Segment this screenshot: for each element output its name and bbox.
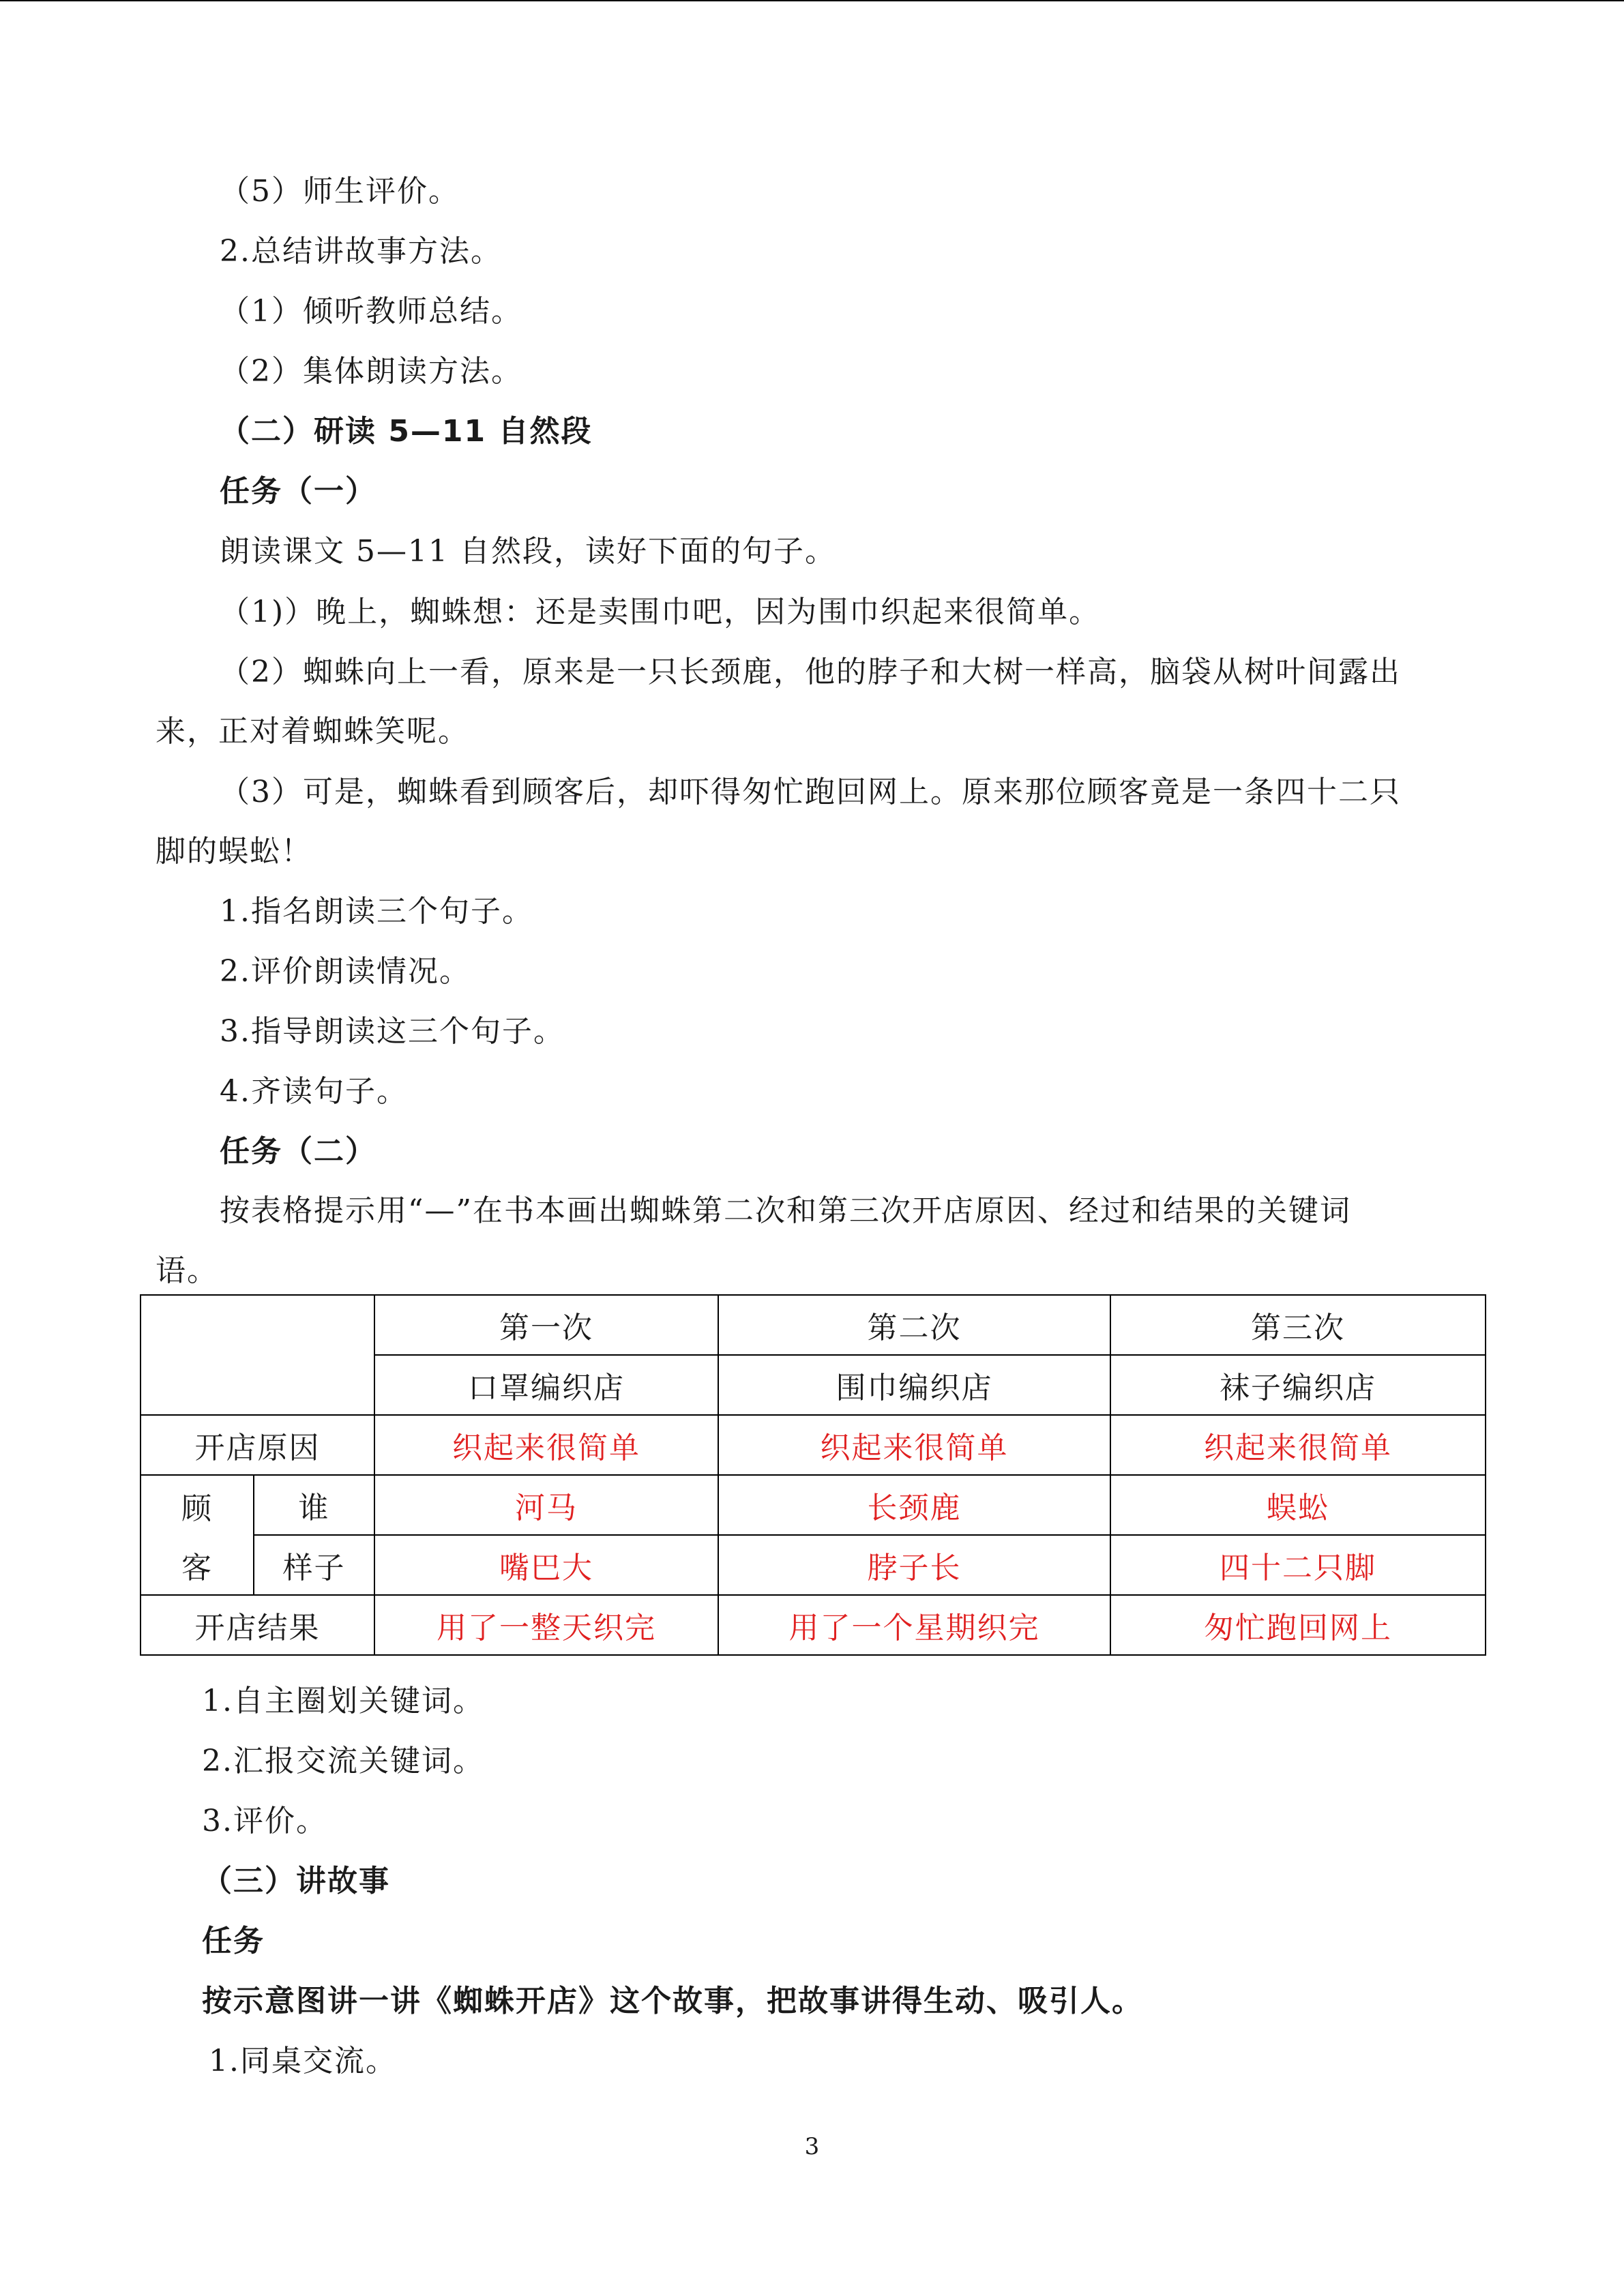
task-instruction: 按示意图讲一讲《蜘蛛开店》这个故事，把故事讲得生动、吸引人。 [202, 1984, 1143, 2018]
text-line: 语。 [156, 1253, 218, 1288]
shop-name: 袜子编织店 [1110, 1355, 1486, 1415]
row-label: 开店结果 [141, 1595, 374, 1655]
answer-cell: 用了一整天织完 [374, 1595, 718, 1655]
task-heading: 任务 [202, 1924, 265, 1958]
shop-name: 围巾编织店 [718, 1355, 1110, 1415]
key-words-table [140, 1294, 1486, 1656]
text-line: 3.评价。 [202, 1804, 327, 1838]
row-label: 样子 [254, 1535, 374, 1595]
text-line: （5）师生评价。 [220, 174, 460, 209]
answer-cell: 织起来很简单 [718, 1415, 1110, 1475]
answer-cell: 蜈蚣 [1110, 1475, 1486, 1535]
answer-cell: 嘴巴大 [374, 1535, 718, 1595]
text-line: 4.齐读句子。 [220, 1074, 408, 1109]
shop-name: 口罩编织店 [374, 1355, 718, 1415]
text-line: 朗读课文 5—11 自然段，读好下面的句子。 [220, 534, 836, 569]
text-line: 3.指导朗读这三个句子。 [220, 1014, 565, 1049]
row-label: 客 [141, 1535, 254, 1595]
text-line: （2）蜘蛛向上一看，原来是一只长颈鹿，他的脖子和大树一样高，脑袋从树叶间露出 [220, 655, 1401, 689]
text-line: 脚的蜈蚣！ [156, 834, 312, 869]
text-line: 按表格提示用“—”在书本画出蜘蛛第二次和第三次开店原因、经过和结果的关键词 [220, 1193, 1351, 1228]
text-line: 1.指名朗读三个句子。 [220, 894, 533, 929]
section-heading: （三）讲故事 [202, 1864, 390, 1898]
text-line: （2）集体朗读方法。 [220, 354, 522, 389]
answer-cell: 四十二只脚 [1110, 1535, 1486, 1595]
top-rule [0, 0, 1624, 1]
text-line: （3）可是，蜘蛛看到顾客后，却吓得匆忙跑回网上。原来那位顾客竟是一条四十二只 [220, 775, 1401, 809]
text-line: 1.自主圈划关键词。 [202, 1684, 484, 1718]
table-header: 第二次 [718, 1295, 1110, 1355]
answer-cell: 长颈鹿 [718, 1475, 1110, 1535]
section-heading: （二）研读 5—11 自然段 [220, 414, 593, 449]
table-header: 第一次 [374, 1295, 718, 1355]
text-line: 2.评价朗读情况。 [220, 954, 471, 989]
answer-cell: 织起来很简单 [374, 1415, 718, 1475]
text-line: 2.总结讲故事方法。 [220, 234, 502, 269]
table-corner-cell [141, 1295, 374, 1415]
task-heading: 任务（一） [220, 474, 377, 509]
task-heading: 任务（二） [220, 1134, 377, 1169]
text-line: （1）倾听教师总结。 [220, 294, 522, 329]
row-label: 谁 [254, 1475, 374, 1535]
text-line: 1.同桌交流。 [209, 2044, 397, 2078]
text-line: 2.汇报交流关键词。 [202, 1744, 484, 1778]
answer-cell: 织起来很简单 [1110, 1415, 1486, 1475]
text-line: 来，正对着蜘蛛笑呢。 [156, 714, 469, 749]
answer-cell: 用了一个星期织完 [718, 1595, 1110, 1655]
answer-cell: 匆忙跑回网上 [1110, 1595, 1486, 1655]
row-label: 开店原因 [141, 1415, 374, 1475]
answer-cell: 河马 [374, 1475, 718, 1535]
row-label: 顾 [141, 1475, 254, 1535]
answer-cell: 脖子长 [718, 1535, 1110, 1595]
text-line: （1)）晚上，蜘蛛想：还是卖围巾吧，因为围巾织起来很简单。 [220, 595, 1101, 629]
page-number: 3 [804, 2133, 820, 2160]
table-header: 第三次 [1110, 1295, 1486, 1355]
